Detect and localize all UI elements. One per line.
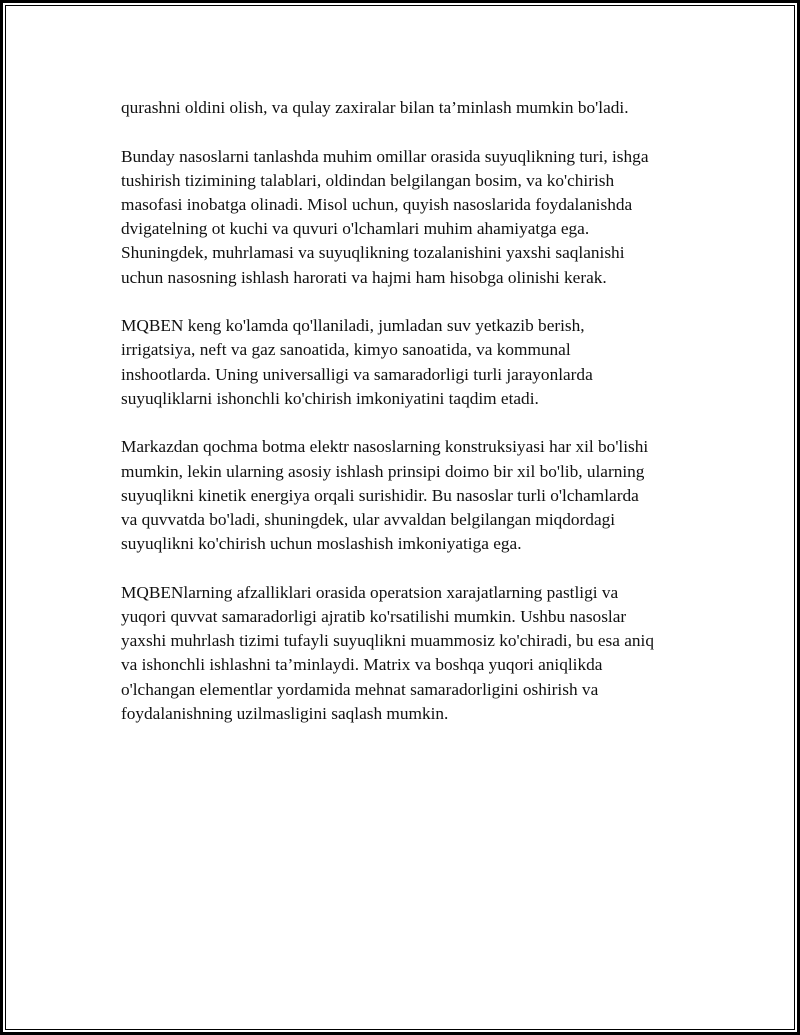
text-line: MQBENlarning afzalliklari orasida operatsion xarajatlarning pastligi va — [121, 582, 619, 602]
text-line: Markazdan qochma botma elektr nasoslarning konstruksiyasi har xil bo'lishi — [121, 437, 649, 457]
text-line: Bunday nasoslarni tanlashda muhim omillar orasida suyuqlikning turi, ishga — [121, 146, 649, 166]
text-line: yaxshi muhrlash tizimi tufayli suyuqlikni muammosiz ko'chiradi, bu esa aniq — [121, 631, 654, 651]
text-line: dvigatelning ot kuchi va quvuri o'lchamlari muhim ahamiyatga ega. — [121, 219, 590, 239]
text-line: uchun nasosning ishlash harorati va hajmi ham hisobga olinishi kerak. — [121, 267, 607, 287]
text-line: va ishonchli ishlashni ta’minlaydi. Matrix va boshqa yuqori aniqlikda — [121, 655, 603, 675]
text-line: MQBEN keng ko'lamda qo'llaniladi, jumladan suv yetkazib berish, — [121, 316, 585, 336]
text-line: Shuningdek, muhrlamasi va suyuqlikning tozalanishini yaxshi saqlanishi — [121, 243, 625, 263]
text-line: inshootlarda. Uning universalligi va samaradorligi turli jarayonlarda — [121, 364, 593, 384]
paragraph-3 — [121, 314, 681, 411]
paragraph-4 — [121, 435, 681, 556]
text-line: yuqori quvvat samaradorligi ajratib ko'rsatilishi mumkin. Ushbu nasoslar — [121, 607, 627, 627]
text-line: tushirish tizimining talablari, oldindan belgilangan bosim, va ko'chirish — [121, 170, 615, 190]
text-line: irrigatsiya, neft va gaz sanoatida, kimyo sanoatida, va kommunal — [121, 340, 571, 360]
text-line: suyuqlikni kinetik energiya orqali surishidir. Bu nasoslar turli o'lchamlarda — [121, 485, 639, 505]
paragraph-5 — [121, 581, 681, 726]
text-line: suyuqliklarni ishonchli ko'chirish imkoniyatini taqdim etadi. — [121, 388, 539, 408]
text-line: suyuqlikni ko'chirish uchun moslashish imkoniyatiga ega. — [121, 534, 522, 554]
text-line: mumkin, lekin ularning asosiy ishlash prinsipi doimo bir xil bo'lib, ularning — [121, 461, 645, 481]
paragraph-2 — [121, 145, 681, 290]
text-line: masofasi inobatga olinadi. Misol uchun, quyish nasoslarida foydalanishda — [121, 195, 633, 214]
text-line: va quvvatda bo'ladi, shuningdek, ular avvaldan belgilangan miqdordagi — [121, 510, 616, 530]
text-line: o'lchangan elementlar yordamida mehnat samaradorligini oshirish va — [121, 679, 599, 699]
text-line: foydalanishning uzilmasligini saqlash mumkin. — [121, 703, 449, 723]
text-line: qurashni oldini olish, va qulay zaxiralar bilan ta’minlash mumkin bo'ladi. — [121, 98, 629, 117]
document-body — [121, 96, 681, 750]
paragraph-1 — [121, 96, 681, 120]
